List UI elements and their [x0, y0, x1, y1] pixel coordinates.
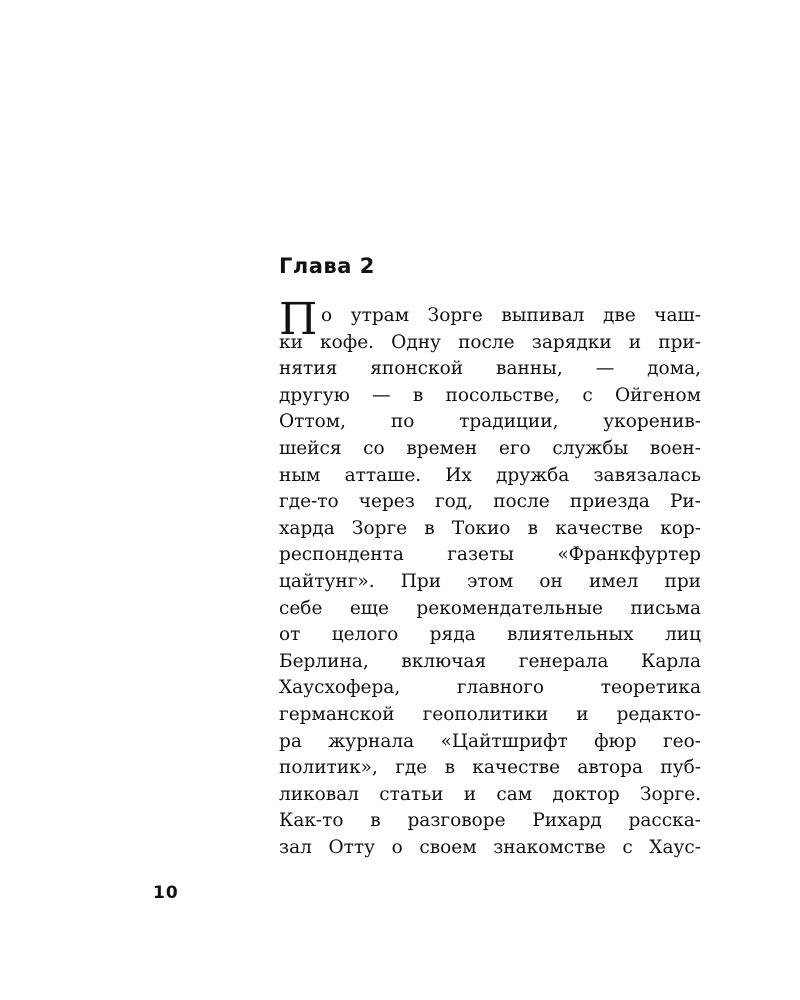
- text-line: цайтунг». При этом он имел при: [279, 570, 701, 592]
- drop-cap: П: [279, 294, 318, 345]
- text-line: германской геополитики и редакто-: [279, 703, 701, 725]
- text-line: харда Зорге в Токио в качестве кор-: [279, 517, 701, 539]
- text-line: Берлина, включая генерала Карла: [279, 650, 701, 672]
- text-line: шейся со времен его службы воен-: [279, 437, 701, 459]
- text-line: ликовал статьи и сам доктор Зорге.: [279, 783, 701, 805]
- text-line: ки кофе. Одну после зарядки и при-: [279, 331, 701, 353]
- text-line: ным атташе. Их дружба завязалась: [279, 464, 701, 486]
- text-line: политик», где в качестве автора пуб-: [279, 757, 701, 779]
- chapter-heading: Глава 2: [279, 254, 375, 278]
- text-line: респондента газеты «Франкфуртер: [279, 544, 701, 566]
- text-line: где-то через год, после приезда Ри-: [279, 491, 701, 513]
- text-line: себе еще рекомендательные письма: [279, 597, 701, 619]
- text-line: нятия японской ванны, — дома,: [279, 358, 701, 380]
- text-line: Как-то в разговоре Рихард расска-: [279, 810, 701, 832]
- text-line: о утрам Зорге выпивал две чаш-: [321, 305, 701, 326]
- body-text: [279, 294, 701, 861]
- page-number: 10: [153, 883, 179, 903]
- text-line: ра журнала «Цайтшрифт фюр гео-: [279, 730, 701, 752]
- text-line: от целого ряда влиятельных лиц: [279, 624, 701, 646]
- text-line: зал Отту о своем знакомстве с Хаус-: [279, 836, 701, 858]
- text-line: Оттом, по традиции, укоренив-: [279, 411, 701, 433]
- text-line: Хаусхофера, главного теоретика: [279, 677, 701, 699]
- text-line: другую — в посольстве, с Ойгеном: [279, 384, 701, 406]
